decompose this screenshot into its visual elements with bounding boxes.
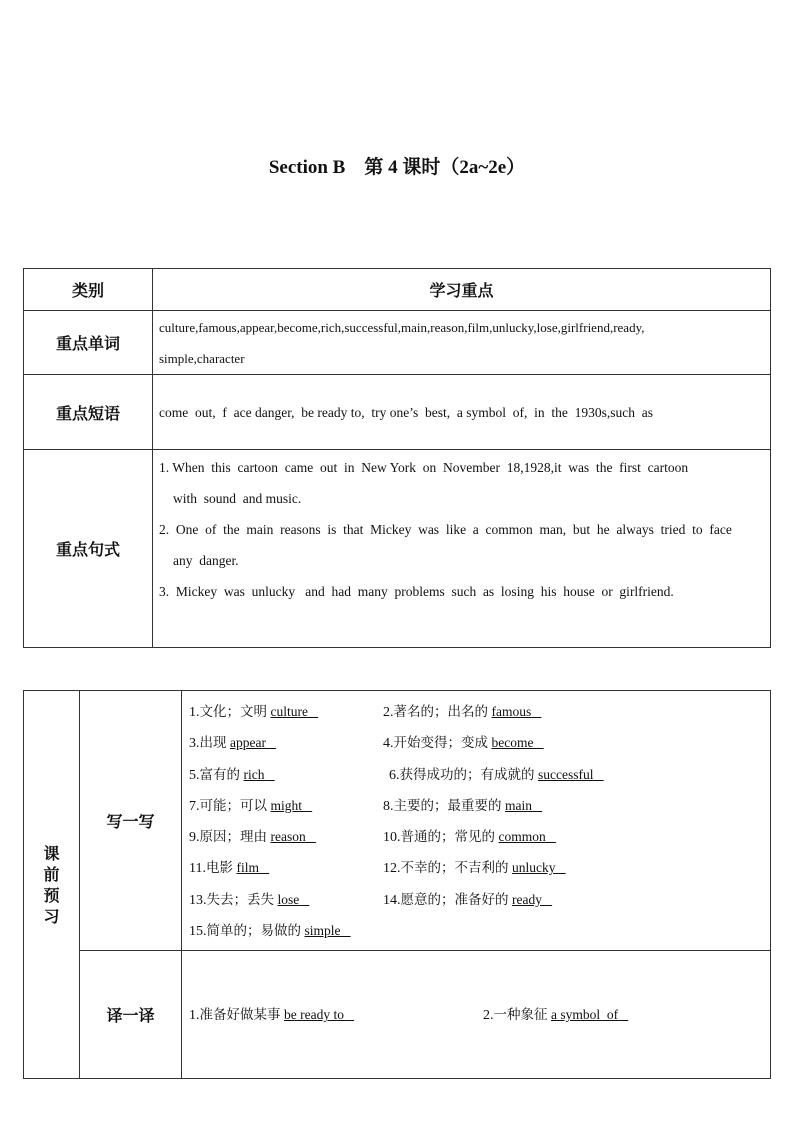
- write-item-answer: lose: [277, 891, 300, 907]
- write-item-prompt: 原因；理由: [199, 829, 267, 846]
- write-item-9: [189, 821, 318, 853]
- translate-item-2-prompt: 一种象征: [493, 1007, 548, 1024]
- write-item-answer: become: [491, 735, 534, 751]
- write-item-8: [383, 790, 544, 822]
- sentence-2-line-1: 2. One of the main reasons is that Mickey was like a common man, but he always tried to face: [159, 522, 732, 537]
- write-item-prompt: 简单的；易做的: [206, 923, 301, 940]
- sentence-3: [159, 576, 762, 607]
- write-grid: [189, 696, 770, 946]
- write-item-1: [189, 696, 320, 728]
- translate-row: [24, 951, 771, 1079]
- key-phrases-content: come out, f ace danger, be ready to, try one’s best, a symbol of, in the 1930s,such as: [153, 375, 771, 450]
- write-item-answer: famous: [491, 704, 532, 719]
- write-row-line: [189, 696, 770, 727]
- key-words-content: [153, 311, 771, 375]
- translate-item-2: [483, 999, 630, 1031]
- write-item-answer: main: [505, 797, 532, 813]
- preview-table: [23, 690, 771, 1079]
- translate-line: [189, 999, 770, 1030]
- write-item-number: 10.: [383, 830, 401, 846]
- write-item-answer: reason: [270, 829, 306, 845]
- write-item-answer: successful: [538, 766, 594, 782]
- write-item-prompt: 失去；丢失: [206, 891, 274, 908]
- write-item-2: [383, 696, 543, 728]
- write-row: [24, 691, 771, 951]
- write-row-line: [189, 852, 770, 883]
- key-sentences-row: [24, 450, 771, 648]
- translate-item-1: [189, 999, 356, 1031]
- summary-header-row: [24, 269, 771, 311]
- write-item-answer: unlucky: [512, 860, 556, 876]
- write-item-13: [189, 884, 311, 916]
- translate-item-2-number: 2.: [483, 1008, 494, 1024]
- preview-section-label-text: 课前预习: [43, 843, 60, 926]
- write-item-prompt: 可能；可以: [199, 797, 267, 814]
- write-items: [182, 691, 771, 951]
- sentence-1-line-1: 1. When this cartoon came out in New York on November 18,1928,it was the first cartoon: [159, 460, 689, 475]
- write-item-11: [189, 852, 271, 884]
- key-phrases-label: 重点短语: [24, 375, 153, 450]
- write-row-line: [189, 821, 770, 852]
- write-item-7: [189, 790, 314, 822]
- write-item-prompt: 主要的；最重要的: [393, 797, 502, 814]
- write-item-number: 15.: [189, 924, 207, 940]
- key-words-label: 重点单词: [24, 311, 153, 375]
- page-title: Section B 第 4 课时（2a~2e）: [268, 157, 526, 178]
- write-row-line: [189, 915, 770, 946]
- sentence-1: [159, 452, 762, 514]
- summary-table: [23, 268, 771, 648]
- write-item-6: [389, 759, 606, 791]
- write-item-15: [189, 915, 353, 947]
- write-item-5: [189, 759, 277, 791]
- key-words-line-1: culture,famous,appear,become,rich,successful,main,reason,film,unlucky,lose,girlfriend,ready,: [159, 319, 645, 335]
- write-item-4: [383, 727, 546, 759]
- header-category: 类别: [24, 269, 153, 311]
- write-item-number: 12.: [383, 861, 401, 877]
- write-item-number: 7.: [189, 798, 200, 814]
- key-phrases-row: [24, 375, 771, 450]
- write-label: 写一写: [80, 691, 182, 951]
- key-words-line-2: simple,character: [159, 350, 245, 366]
- write-item-prompt: 愿意的；准备好的: [400, 891, 509, 908]
- write-item-prompt: 获得成功的；有成就的: [399, 766, 535, 783]
- write-row-line: [189, 884, 770, 915]
- write-item-prompt: 著名的；出名的: [393, 704, 488, 720]
- translate-item-1-answer: be ready to: [284, 1007, 344, 1023]
- write-item-number: 4.: [383, 736, 394, 752]
- write-item-answer: culture: [270, 704, 308, 719]
- sentence-2-line-2: any danger.: [173, 553, 239, 568]
- write-item-number: 14.: [383, 892, 401, 908]
- header-focus: 学习重点: [153, 269, 771, 311]
- write-item-number: 5.: [189, 767, 200, 783]
- write-item-14: [383, 884, 554, 916]
- write-item-number: 6.: [389, 767, 400, 783]
- write-item-12: [383, 852, 568, 884]
- write-item-number: 11.: [189, 861, 206, 877]
- write-item-answer: appear: [230, 735, 266, 751]
- write-item-prompt: 开始变得；变成: [393, 735, 488, 752]
- write-item-answer: rich: [243, 766, 265, 782]
- write-item-number: 13.: [189, 892, 207, 908]
- write-item-answer: simple: [304, 923, 341, 939]
- write-item-number: 8.: [383, 798, 394, 814]
- translate-item-1-prompt: 准备好做某事: [199, 1007, 281, 1024]
- sentence-2: [159, 514, 762, 576]
- write-item-prompt: 不幸的；不吉利的: [400, 860, 509, 877]
- translate-item-1-number: 1.: [189, 1008, 200, 1024]
- translate-label: 译一译: [80, 951, 182, 1079]
- write-item-answer: film: [236, 860, 259, 876]
- write-item-number: 9.: [189, 830, 200, 846]
- write-item-prompt: 富有的: [199, 766, 240, 783]
- key-sentences-label: 重点句式: [24, 450, 153, 648]
- key-words-row: [24, 311, 771, 375]
- translate-items: [182, 951, 771, 1079]
- write-item-prompt: 电影: [205, 860, 233, 877]
- write-item-prompt: 文化；文明: [199, 704, 267, 720]
- translate-item-2-answer: a symbol of: [551, 1007, 619, 1023]
- write-item-number: 3.: [189, 736, 200, 752]
- preview-section-label: [24, 691, 80, 1079]
- write-item-number: 1.: [189, 705, 200, 720]
- write-row-line: [189, 759, 770, 790]
- write-item-answer: might: [270, 797, 303, 813]
- sentence-3-line-1: 3. Mickey was unlucky and had many problems such as losing his house or girlfriend.: [159, 584, 674, 599]
- write-item-answer: common: [498, 829, 546, 845]
- sentence-1-line-2: with sound and music.: [173, 491, 302, 506]
- write-item-prompt: 普通的；常见的: [400, 829, 495, 846]
- write-item-prompt: 出现: [199, 735, 227, 752]
- key-sentences-content: [153, 450, 771, 648]
- write-item-number: 2.: [383, 705, 394, 720]
- write-item-answer: ready: [512, 891, 542, 907]
- write-item-3: [189, 727, 278, 759]
- write-item-10: [383, 821, 558, 853]
- write-row-line: [189, 790, 770, 821]
- write-row-line: [189, 727, 770, 758]
